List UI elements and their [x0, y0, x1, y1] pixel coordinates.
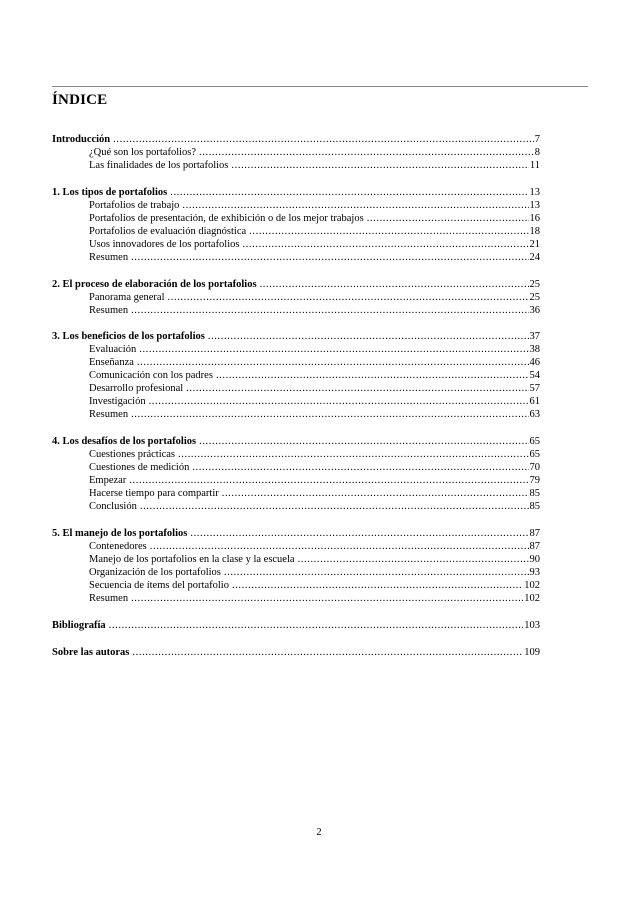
toc-entry-page: 63: [529, 409, 540, 421]
dot-leader: [224, 566, 529, 579]
toc-entry-page: 109: [524, 646, 540, 658]
toc-entry-label: 4. Los desafíos de los portafolios: [52, 436, 197, 448]
toc-entry-label: Resumen: [89, 251, 129, 263]
toc-entry-label: Empezar: [89, 475, 127, 487]
toc-subsection-entry: [52, 343, 540, 356]
toc-entry-label: Investigación: [89, 396, 146, 408]
toc-subsection-entry: [52, 251, 540, 264]
toc-entry-label: Secuencia de ítems del portafolio: [89, 579, 229, 591]
toc-entry-label: Introducción: [52, 134, 111, 145]
toc-section: [52, 619, 540, 632]
toc-entry-label: ¿Qué son los portafolios?: [89, 147, 197, 158]
dot-leader: [216, 369, 529, 382]
toc-entry-label: Cuestiones prácticas: [89, 449, 176, 461]
dot-leader: [150, 540, 529, 553]
toc-entry-label: 5. El manejo de los portafolios: [52, 527, 188, 539]
dot-leader: [298, 553, 529, 566]
toc-entry-page: 93: [529, 566, 540, 578]
dot-leader: [182, 199, 528, 212]
toc-subsection-entry: [52, 304, 540, 317]
toc-section-entry: [52, 278, 540, 291]
toc-section-entry: [52, 435, 540, 448]
toc-entry-label: Resumen: [89, 592, 129, 604]
toc-subsection-entry: [52, 474, 540, 487]
toc-entry-page: 8: [534, 147, 540, 158]
toc-section: [52, 330, 540, 421]
dot-leader: [131, 304, 528, 317]
dot-leader: [109, 619, 524, 632]
dot-leader: [137, 356, 529, 369]
toc-entry-label: Manejo de los portafolios en la clase y la escuela: [89, 553, 295, 565]
toc-subsection-entry: [52, 553, 540, 566]
toc-subsection-entry: [52, 382, 540, 395]
dot-leader: [131, 408, 528, 421]
toc-section-entry: [52, 619, 540, 632]
dot-leader: [131, 592, 523, 605]
toc-entry-label: Sobre las autoras: [52, 646, 130, 658]
toc-entry-label: Desarrollo profesional: [89, 383, 184, 395]
toc-section-entry: [52, 330, 540, 343]
toc-entry-page: 37: [529, 331, 540, 343]
toc-entry-page: 13: [529, 186, 540, 198]
dot-leader: [168, 291, 529, 304]
toc-entry-label: Resumen: [89, 409, 129, 421]
dot-leader: [199, 435, 528, 448]
toc-entry-page: 57: [529, 383, 540, 395]
dot-leader: [131, 251, 528, 264]
toc-entry-page: 24: [529, 251, 540, 263]
top-rule: [52, 86, 588, 87]
dot-leader: [190, 527, 528, 540]
dot-leader: [192, 461, 528, 474]
toc-entry-page: 16: [529, 212, 540, 224]
toc-subsection-entry: [52, 461, 540, 474]
dot-leader: [260, 278, 529, 291]
dot-leader: [208, 330, 529, 343]
toc-entry-label: Portafolios de evaluación diagnóstica: [89, 225, 247, 237]
toc-entry-page: 65: [529, 449, 540, 461]
toc-entry-page: 79: [529, 475, 540, 487]
toc-subsection-entry: [52, 146, 540, 159]
toc-entry-label: Organización de los portafolios: [89, 566, 221, 578]
dot-leader: [186, 382, 528, 395]
table-of-contents: [52, 133, 540, 672]
toc-entry-label: Usos innovadores de los portafolios: [89, 238, 240, 250]
toc-subsection-entry: [52, 579, 540, 592]
dot-leader: [170, 186, 528, 199]
toc-entry-page: 102: [524, 579, 540, 591]
dot-leader: [199, 146, 534, 159]
toc-subsection-entry: [52, 592, 540, 605]
toc-entry-page: 21: [529, 238, 540, 250]
toc-entry-label: Resumen: [89, 304, 129, 316]
toc-entry-label: Cuestiones de medición: [89, 462, 190, 474]
toc-section: [52, 186, 540, 264]
toc-entry-page: 87: [529, 527, 540, 539]
toc-entry-page: 65: [529, 436, 540, 448]
toc-subsection-entry: [52, 487, 540, 500]
toc-subsection-entry: [52, 159, 540, 172]
toc-entry-label: Contenedores: [89, 540, 147, 552]
dot-leader: [367, 212, 529, 225]
toc-entry-page: 85: [529, 488, 540, 500]
toc-entry-label: Conclusión: [89, 501, 137, 513]
toc-section-entry: [52, 646, 540, 659]
toc-entry-label: Enseñanza: [89, 357, 134, 369]
page-number: 2: [316, 827, 322, 838]
toc-entry-page: 103: [524, 619, 540, 631]
toc-subsection-entry: [52, 225, 540, 238]
toc-entry-page: 36: [529, 304, 540, 316]
dot-leader: [113, 133, 534, 146]
dot-leader: [149, 395, 529, 408]
dot-leader: [140, 500, 529, 513]
dot-leader: [222, 487, 529, 500]
toc-entry-page: 87: [529, 540, 540, 552]
page-title: ÍNDICE: [52, 92, 108, 108]
toc-entry-page: 46: [529, 357, 540, 369]
toc-section-entry: [52, 186, 540, 199]
toc-subsection-entry: [52, 500, 540, 513]
toc-entry-label: 3. Los beneficios de los portafolios: [52, 331, 205, 343]
toc-entry-page: 7: [534, 134, 540, 145]
toc-subsection-entry: [52, 408, 540, 421]
toc-section-entry: [52, 527, 540, 540]
toc-entry-page: 38: [529, 344, 540, 356]
toc-entry-label: 1. Los tipos de portafolios: [52, 186, 168, 198]
toc-entry-page: 25: [529, 291, 540, 303]
dot-leader: [232, 579, 523, 592]
dot-leader: [129, 474, 528, 487]
toc-entry-label: 2. El proceso de elaboración de los portafolios: [52, 278, 257, 290]
toc-entry-label: Evaluación: [89, 344, 137, 356]
toc-subsection-entry: [52, 199, 540, 212]
toc-entry-page: 11: [529, 160, 540, 171]
toc-section: [52, 646, 540, 659]
toc-subsection-entry: [52, 540, 540, 553]
toc-section: [52, 435, 540, 513]
toc-subsection-entry: [52, 395, 540, 408]
toc-section: [52, 278, 540, 317]
toc-entry-page: 25: [529, 278, 540, 290]
dot-leader: [178, 448, 528, 461]
toc-subsection-entry: [52, 238, 540, 251]
toc-entry-page: 13: [529, 199, 540, 211]
dot-leader: [231, 159, 528, 172]
toc-subsection-entry: [52, 291, 540, 304]
toc-entry-page: 61: [529, 396, 540, 408]
toc-entry-page: 70: [529, 462, 540, 474]
toc-entry-label: Las finalidades de los portafolios: [89, 160, 229, 171]
toc-subsection-entry: [52, 369, 540, 382]
toc-entry-page: 18: [529, 225, 540, 237]
toc-section: [52, 133, 540, 172]
toc-entry-page: 90: [529, 553, 540, 565]
toc-subsection-entry: [52, 448, 540, 461]
toc-subsection-entry: [52, 566, 540, 579]
toc-entry-label: Hacerse tiempo para compartir: [89, 488, 219, 500]
toc-entry-label: Comunicación con los padres: [89, 370, 213, 382]
toc-entry-label: Portafolios de presentación, de exhibición o de los mejor trabajos: [89, 212, 364, 224]
toc-entry-label: Bibliografía: [52, 619, 106, 631]
toc-subsection-entry: [52, 212, 540, 225]
dot-leader: [249, 225, 528, 238]
toc-entry-label: Panorama general: [89, 291, 165, 303]
toc-entry-page: 85: [529, 501, 540, 513]
toc-section-entry: [52, 133, 540, 146]
dot-leader: [132, 646, 523, 659]
dot-leader: [242, 238, 528, 251]
toc-entry-page: 102: [524, 592, 540, 604]
toc-subsection-entry: [52, 356, 540, 369]
dot-leader: [139, 343, 528, 356]
toc-entry-page: 54: [529, 370, 540, 382]
toc-section: [52, 527, 540, 605]
toc-entry-label: Portafolios de trabajo: [89, 199, 180, 211]
